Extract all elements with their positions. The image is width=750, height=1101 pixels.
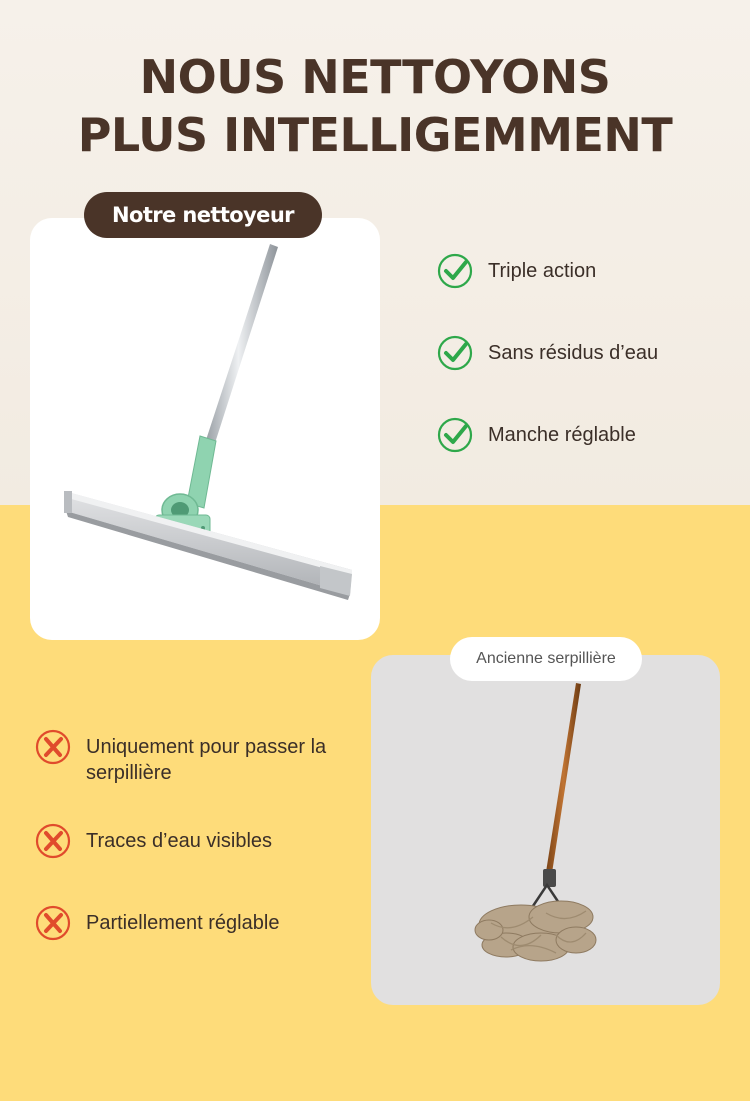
feature-label: Manche réglable [488, 424, 636, 446]
check-icon [436, 334, 474, 372]
squeegee-illustration [30, 218, 380, 640]
cross-icon [34, 822, 72, 860]
old-mop-badge: Ancienne serpillière [450, 637, 642, 681]
check-icon [436, 416, 474, 454]
feature-item [436, 340, 658, 372]
drawback-label: Partiellement réglable [86, 912, 280, 934]
headline-line-1: NOUS NETTOYONS [139, 50, 611, 104]
feature-label: Triple action [488, 260, 597, 282]
our-cleaner-card [30, 218, 380, 640]
drawback-item [34, 910, 279, 942]
old-mop-card [371, 655, 720, 1005]
check-icon [436, 252, 474, 290]
feature-item [436, 258, 596, 290]
headline-line-2: PLUS INTELLIGEMMENT [77, 108, 673, 162]
drawback-item [34, 828, 272, 860]
cross-icon [34, 728, 72, 766]
cross-icon [34, 904, 72, 942]
drawback-label: Uniquement pour passer la serpillière [86, 736, 327, 784]
mop-illustration [371, 655, 720, 1005]
page-headline [0, 48, 750, 164]
drawback-item [34, 734, 354, 786]
feature-item [436, 422, 636, 454]
drawback-label: Traces d’eau visibles [86, 830, 273, 852]
our-cleaner-badge: Notre nettoyeur [84, 192, 322, 238]
feature-label: Sans résidus d’eau [488, 342, 659, 364]
